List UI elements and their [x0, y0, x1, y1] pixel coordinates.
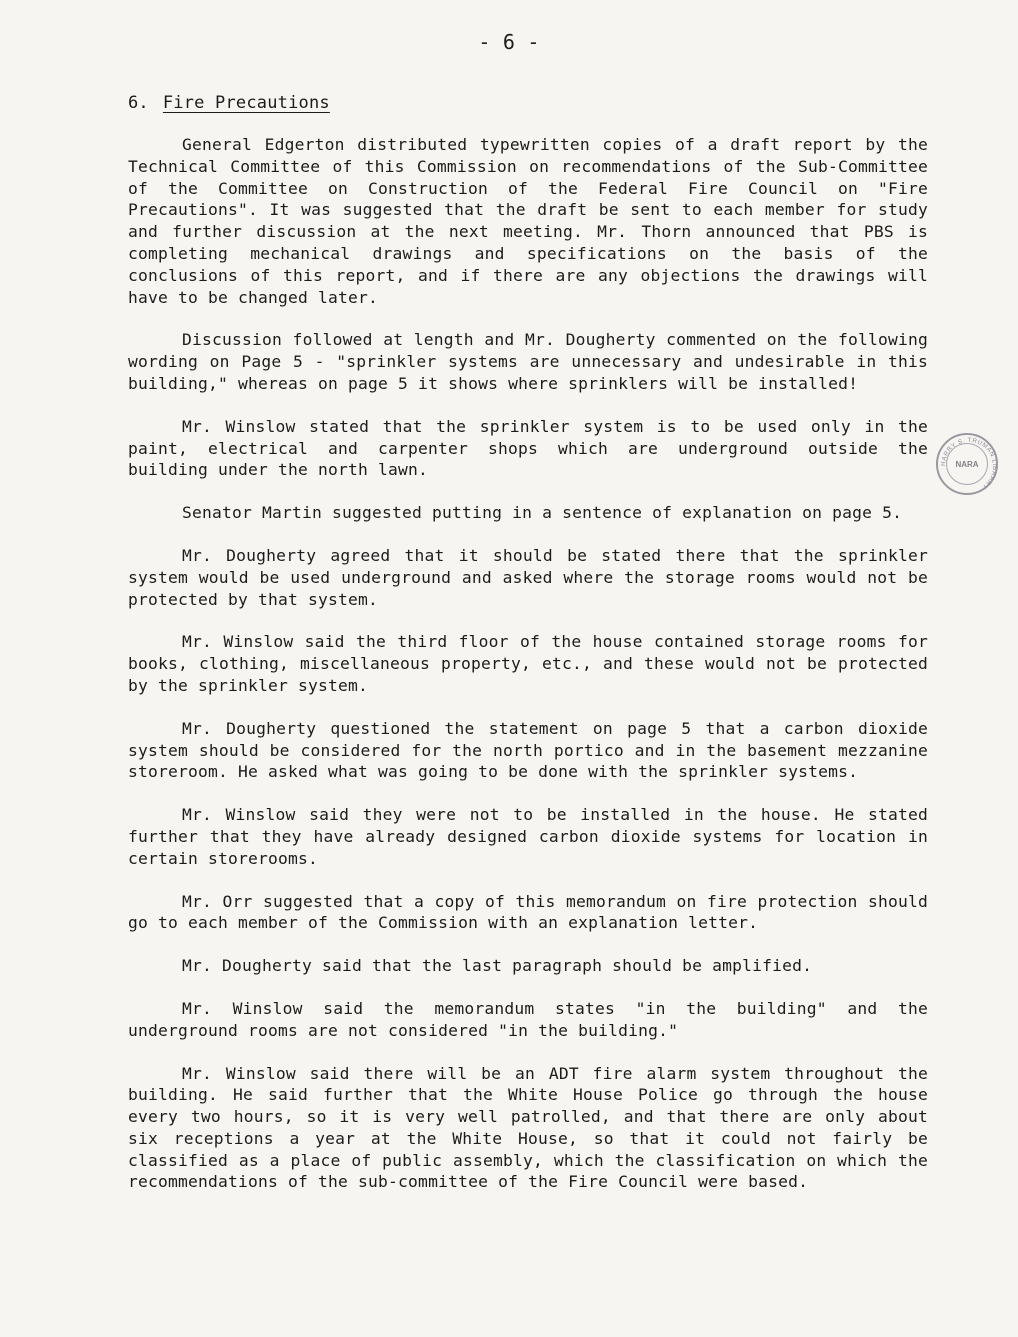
- svg-text:HARRY S. TRUMAN LIBRARY: [940, 437, 998, 491]
- paragraph-11: Mr. Winslow said the memorandum states "in the building" and the underground rooms are not considered "in the building.": [128, 998, 928, 1040]
- stamp-ring-text: HARRY S. TRUMAN LIBRARY: [939, 436, 999, 491]
- paragraph-5: Mr. Dougherty agreed that it should be stated there that the sprinkler system would be used underground and asked where the storage rooms would not be protected by that system.: [128, 545, 928, 609]
- paragraph-7: Mr. Dougherty questioned the statement on page 5 that a carbon dioxide system should be considered for the north portico and in the basement mezzanine storeroom. He asked what was going to be done with the sprinkler systems.: [128, 718, 928, 782]
- section-title: Fire Precautions: [162, 93, 330, 113]
- stamp-center-text: NARA: [955, 459, 979, 469]
- paragraph-8: Mr. Winslow said they were not to be installed in the house. He stated further that they have already designed carbon dioxide systems for location in certain storerooms.: [128, 805, 928, 868]
- paragraph-2: Discussion followed at length and Mr. Dougherty commented on the following wording on Page 5 - "sprinkler systems are unnecessary and undesirable in this building," whereas on page 5 it shows where sprinklers will be installed!: [128, 330, 928, 393]
- stamp-ring-icon: [938, 435, 1000, 497]
- section-number: 6.: [128, 93, 149, 113]
- paragraph-12: Mr. Winslow said there will be an ADT fire alarm system throughout the building. He said further that the White House Police go through the house every two hours, so it is very well patrolled, and that there are only about six receptions a year at the White House, so that it could not fairly be classified as a place of public assembly, which the classification on which the recommendations of the sub-committee of the Fire Council were based.: [128, 1063, 928, 1192]
- paragraph-3: Mr. Winslow stated that the sprinkler system is to be used only in the paint, electrical and carpenter shops which are underground outside the building under the north lawn.: [128, 416, 928, 480]
- paragraph-9: Mr. Orr suggested that a copy of this memorandum on fire protection should go to each member of the Commission with an explanation letter.: [128, 891, 928, 933]
- paragraph-1: General Edgerton distributed typewritten copies of a draft report by the Technical Committee of this Commission on recommendations of the Sub-Committee of the Committee on Construction of the Federal Fire Council on "Fire Precautions". It was suggested that the draft be sent to each member for study and further discussion at the next meeting. Mr. Thorn announced that PBS is completing mechanical drawings and specifications on the basis of the conclusions of this report, and if there are any objections the drawings will have to be changed later.: [128, 135, 928, 307]
- paragraph-6: Mr. Winslow said the third floor of the house contained storage rooms for books, clothing, miscellaneous property, etc., and these would not be protected by the sprinkler system.: [128, 632, 928, 695]
- library-stamp: [936, 433, 998, 495]
- section-heading: [128, 93, 330, 113]
- document-body: [128, 134, 928, 1193]
- paragraph-4: Senator Martin suggested putting in a sentence of explanation on page 5.: [182, 503, 903, 523]
- page-number: - 6 -: [478, 30, 540, 54]
- paragraph-10: Mr. Dougherty said that the last paragraph should be amplified.: [182, 956, 813, 976]
